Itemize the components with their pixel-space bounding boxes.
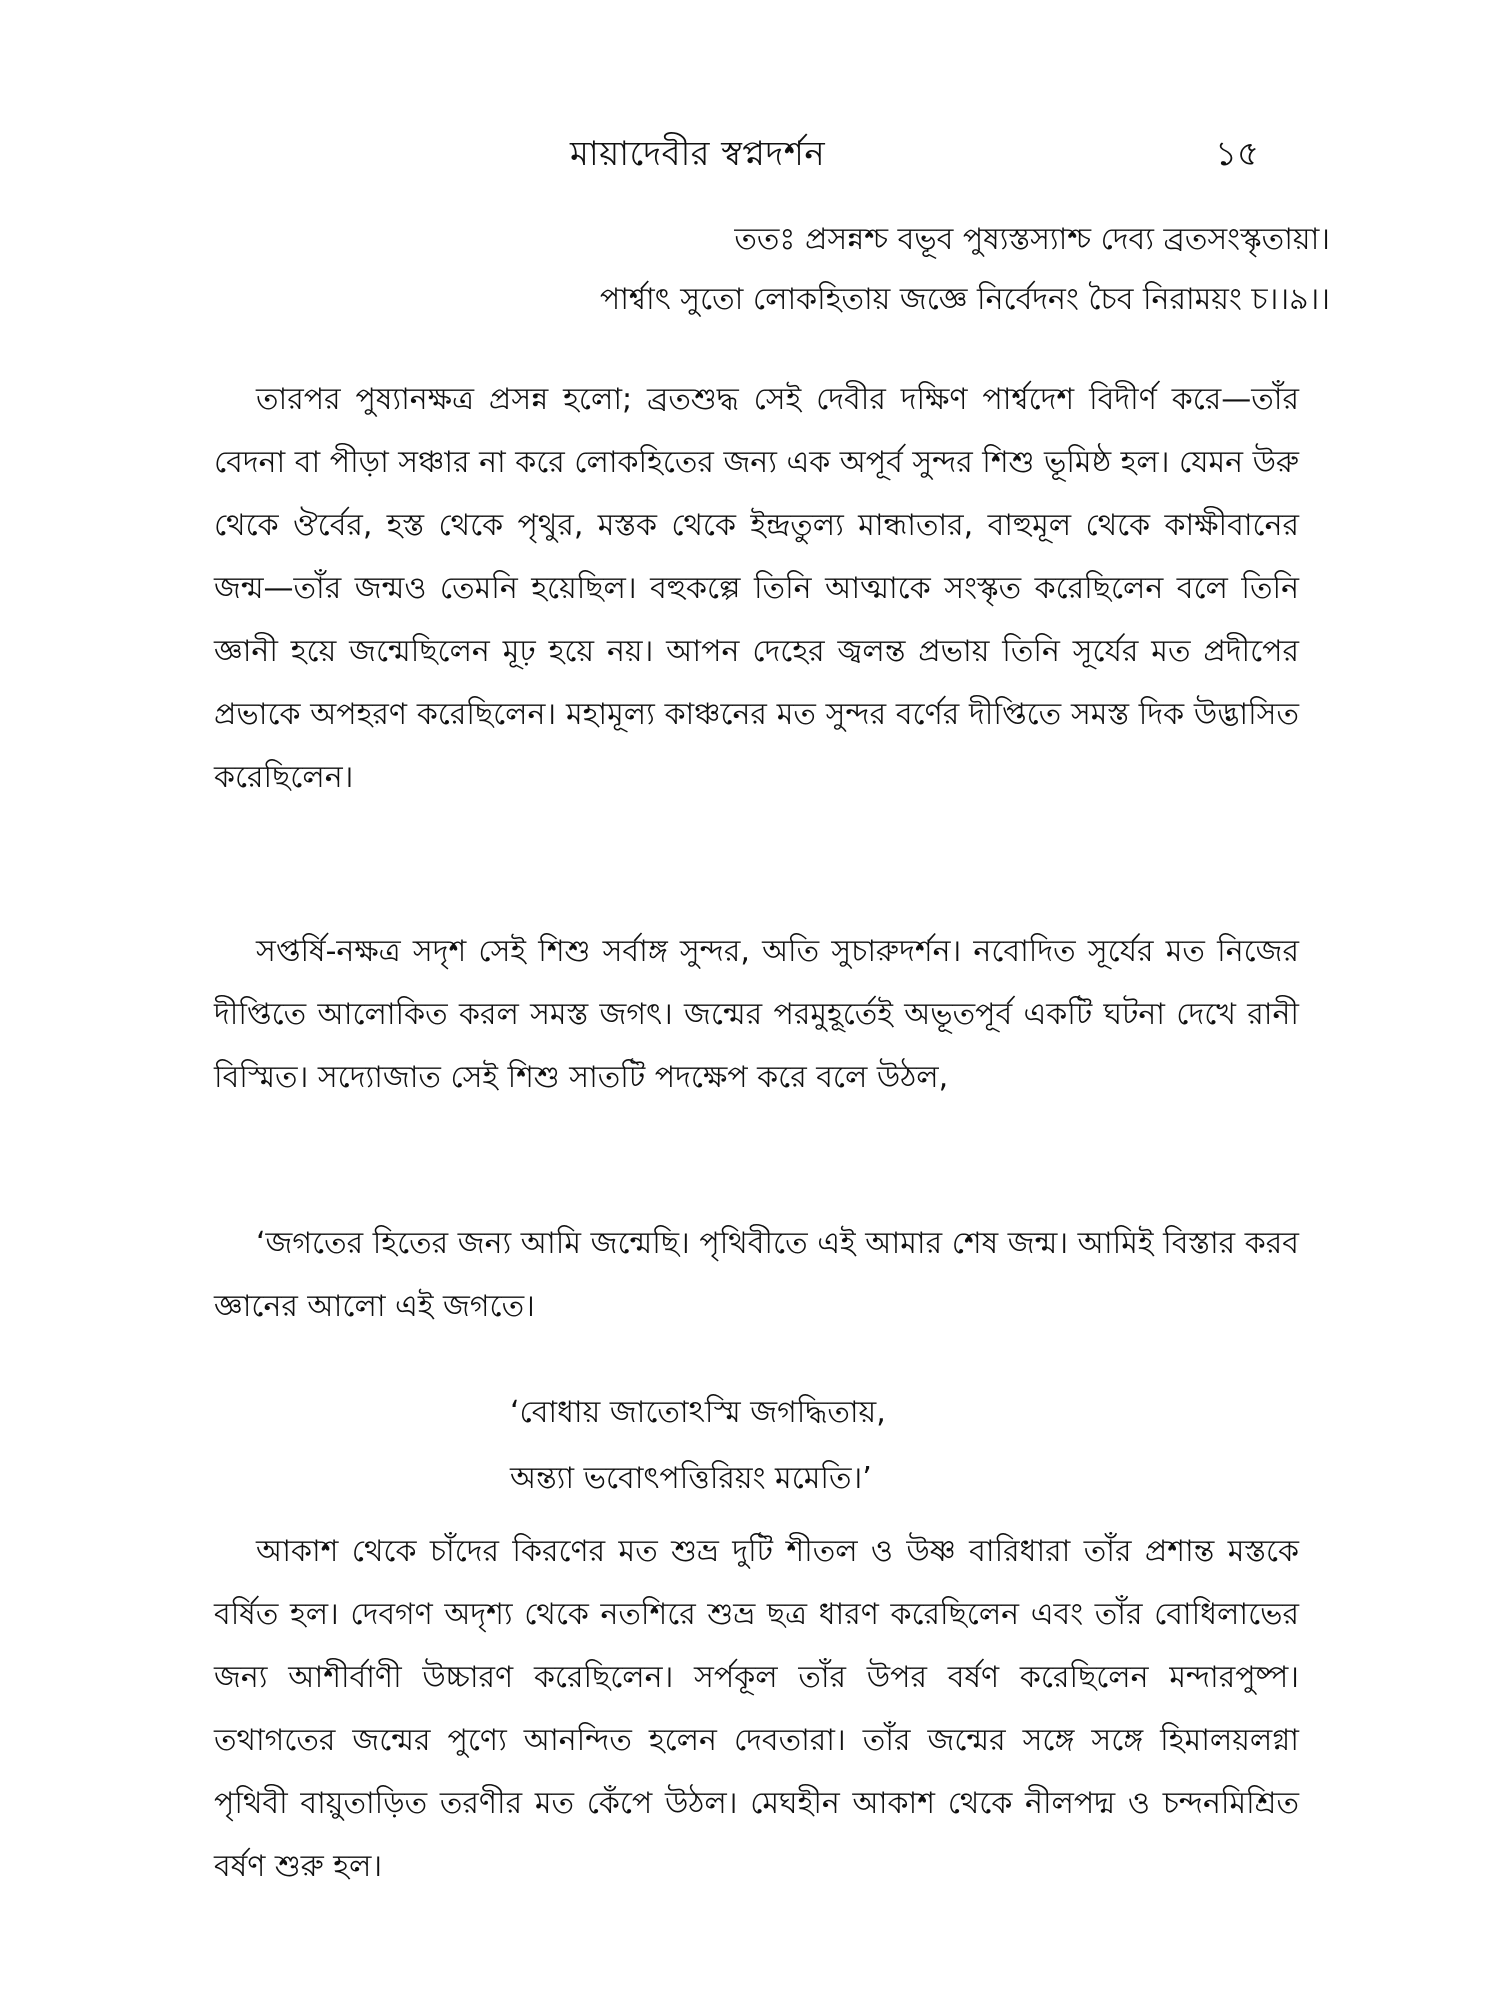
paragraph-text: আকাশ থেকে চাঁদের কিরণের মত শুভ্র দুটি শীতল ও উষ্ণ বারিধারা তাঁর প্রশান্ত মস্তকে বর্ষিত হল। দেবগণ অদৃশ্য থেকে নতশিরে শুভ্র ছত্র ধারণ করেছিলেন এবং তাঁর বোধিলাভের জন্য আশীর্বাণী উচ্চারণ করেছিলেন। সর্পকূল তাঁর উপর বর্ষণ করেছিলেন মন্দারপুষ্প। তথাগতের জন্মের পুণ্যে আনন্দিত হলেন দেবতারা। তাঁর জন্মের সঙ্গে সঙ্গে হিমালয়লগ্না পৃথিবী বায়ুতাড়িত তরণীর মত কেঁপে উঠল। মেঘহীন আকাশ থেকে নীলপদ্ম ও চন্দনমিশ্রিত বর্ষণ শুরু হল। (214, 1534, 1299, 1884)
sanskrit-verse-block (280, 210, 1330, 330)
paragraph-celebration (214, 1520, 1299, 1898)
verse-line: ততঃ প্রসন্নশ্চ বভূব পুষ্যস্তস্যাশ্চ দেব্য ব্রতসংস্কৃতায়া। (734, 222, 1330, 257)
paragraph-text: তারপর পুষ্যানক্ষত্র প্রসন্ন হলো; ব্রতশুদ্ধ সেই দেবীর দক্ষিণ পার্শ্বদেশ বিদীর্ণ করে—তাঁর বেদনা বা পীড়া সঞ্চার না করে লোকহিতের জন্য এক অপূর্ব সুন্দর শিশু ভূমিষ্ঠ হল। যেমন উরু থেকে ঔর্বের, হস্ত থেকে পৃথুর, মস্তক থেকে ইন্দ্রতুল্য মান্ধাতার, বাহুমূল থেকে কাক্ষীবানের জন্ম—তাঁর জন্মও তেমনি হয়েছিল। বহুকল্পে তিনি আত্মাকে সংস্কৃত করেছিলেন বলে তিনি জ্ঞানী হয়ে জন্মেছিলেন মূঢ় হয়ে নয়। আপন দেহের জ্বলন্ত প্রভায় তিনি সূর্যের মত প্রদীপের প্রভাকে অপহরণ করেছিলেন। মহামূল্য কাঞ্চনের মত সুন্দর বর্ণের দীপ্তিতে সমস্ত দিক উদ্ভাসিত করেছিলেন। (214, 382, 1299, 795)
paragraph-saptarshi (214, 920, 1299, 1109)
paragraph-birth (214, 368, 1299, 809)
sanskrit-quote-verse (510, 1380, 1210, 1512)
page-number: ১৫ (1215, 134, 1260, 174)
verse-line: পার্শ্বাৎ সুতো লোকহিতায় জজ্ঞে নির্বেদনং চৈব নিরাময়ং চ।।৯।। (599, 282, 1330, 317)
paragraph-quote (214, 1212, 1299, 1338)
chapter-title: মায়াদেবীর স্বপ্নদর্শন (570, 134, 826, 174)
verse-line: অন্ত্যা ভবোৎপত্তিরিয়ং মমেতি।’ (510, 1461, 872, 1496)
running-header (0, 128, 1500, 188)
paragraph-text: সপ্তর্ষি-নক্ষত্র সদৃশ সেই শিশু সর্বাঙ্গ সুন্দর, অতি সুচারুদর্শন। নবোদিত সূর্যের মত নিজের দীপ্তিতে আলোকিত করল সমস্ত জগৎ। জন্মের পরমুহূর্তেই অভূতপূর্ব একটি ঘটনা দেখে রানী বিস্মিত। সদ্যোজাত সেই শিশু সাতটি পদক্ষেপ করে বলে উঠল, (214, 934, 1299, 1095)
paragraph-text: ‘জগতের হিতের জন্য আমি জন্মেছি। পৃথিবীতে এই আমার শেষ জন্ম। আমিই বিস্তার করব জ্ঞানের আলো এই জগতে। (214, 1226, 1299, 1324)
verse-line: ‘বোধায় জাতোঽস্মি জগদ্ধিতায়, (510, 1395, 886, 1430)
